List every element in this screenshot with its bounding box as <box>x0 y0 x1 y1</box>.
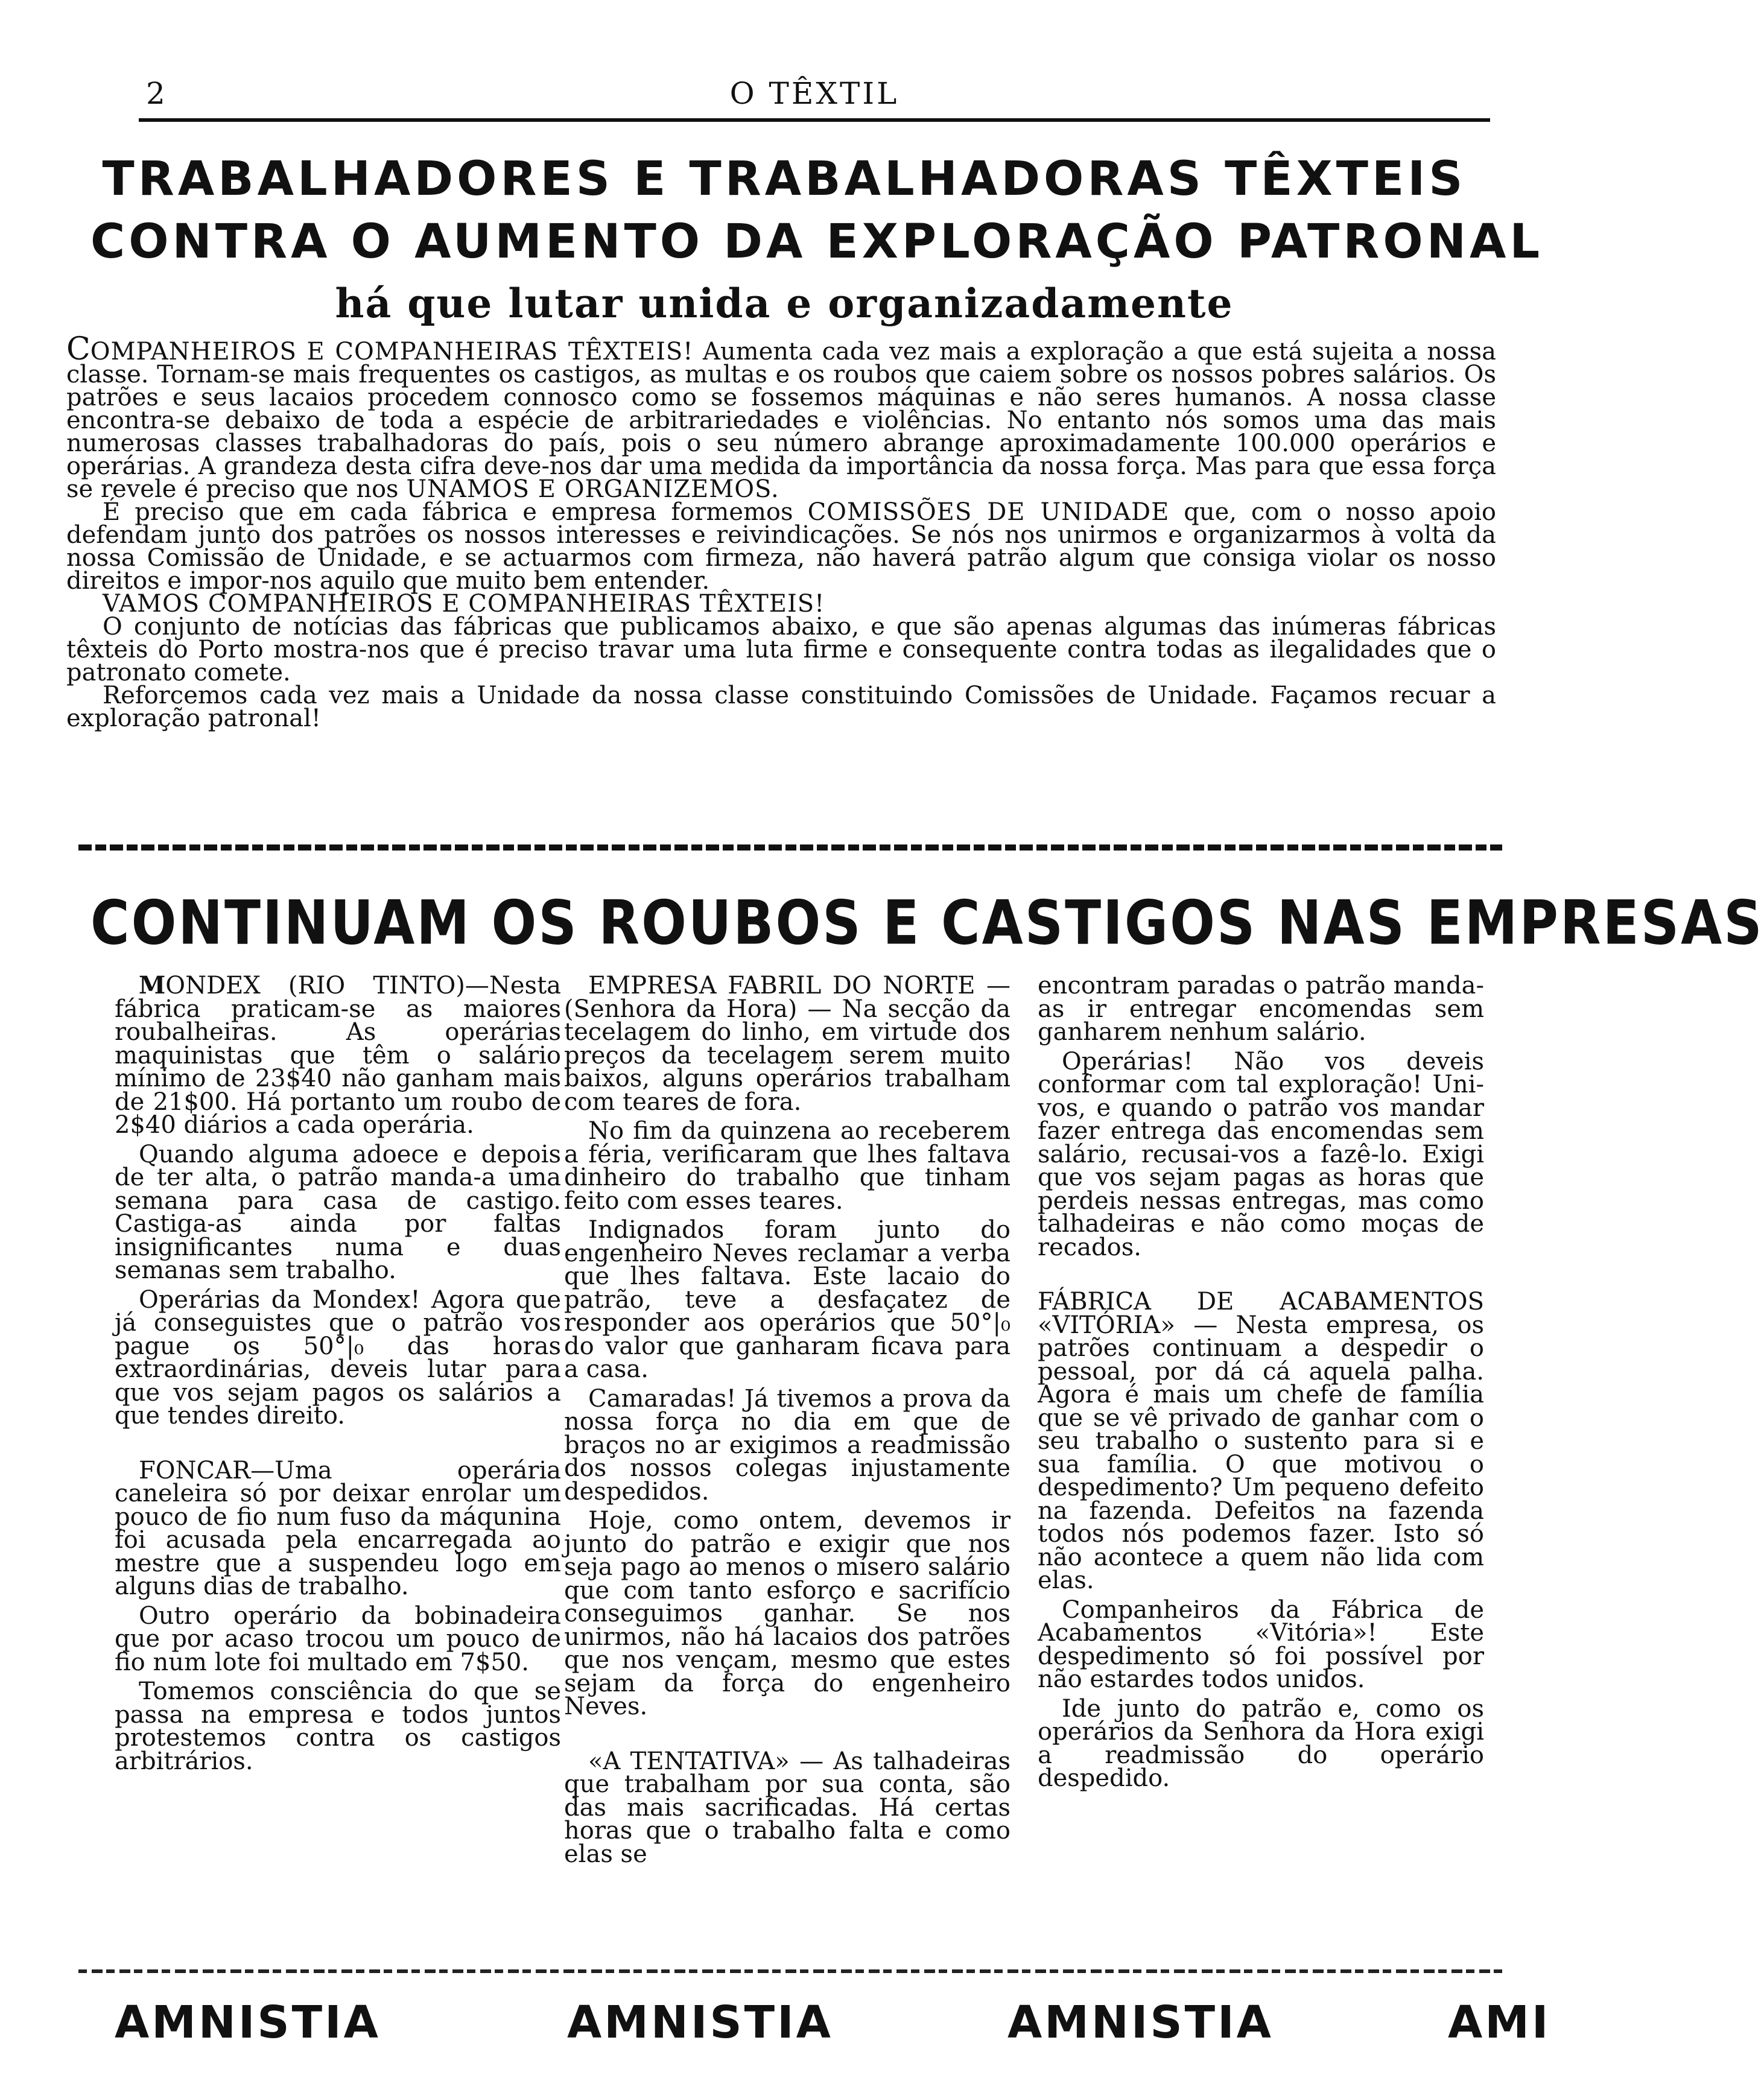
footer-ornamental-rule <box>78 1969 1502 1973</box>
column-3-paragraph: encontram paradas o patrão manda-as ir entregar encomendas sem ganharem nenhum salário. <box>1038 972 1484 1046</box>
column-3 <box>1038 974 1484 1796</box>
column-1-paragraph: FONCAR—Uma operária caneleira só por deixar enrolar um pouco de fio num fuso da máqunina foi acusada pela encarregada ao mestre que a suspendeu logo em alguns dias de trabalho. <box>115 1456 561 1600</box>
intro-paragraph-4: O conjunto de notícias das fábricas que publicamos abaixo, e que são apenas algumas das inúmeras fábricas têxteis do Porto mostra-nos que é preciso travar uma luta firme e consequente contra todas as ilegalidades que o patronato comete. <box>66 613 1496 686</box>
column-2-paragraph: No fim da quinzena ao receberem a féria, verificaram que lhes faltava dinheiro do trabalho que tinham feito com esses teares. <box>564 1117 1010 1215</box>
column-1 <box>115 971 561 1779</box>
column-1-paragraph <box>115 971 561 1139</box>
headline-line-2: CONTRA O AUMENTO DA EXPLORAÇÃO PATRONAL <box>90 215 1544 269</box>
intro-dropcap: C <box>66 331 90 367</box>
column-1-initial: M <box>139 971 166 999</box>
intro-article <box>66 331 1497 732</box>
column-3-paragraph: Ide junto do patrão e, como os operários da Senhora da Hora exigi a readmissão do operário despedido. <box>1038 1694 1484 1792</box>
column-3-paragraph: Operárias! Não vos deveis conformar com tal exploração! Uni-vos, e quando o patrão vos mandar fazer entrega das encomendas sem salário, recusai-vos a fazê-lo. Exigi que vos sejam pagas as horas que perdeis nessas entregas, mas como talhadeiras e não como moças de recados. <box>1038 1047 1484 1261</box>
amnistia-banner-text: AMNISTIA <box>115 1997 381 2048</box>
intro-commissions: COMISSÕES DE UNIDADE <box>807 498 1170 526</box>
amnistia-banner-text: AMI <box>1448 1997 1551 2048</box>
column-1-paragraph: Quando alguma adoece e depois de ter alta, o patrão manda-a uma semana para casa de castigo. Castiga-as ainda por faltas insignificantes numa e duas semanas sem trabalho. <box>115 1140 561 1284</box>
column-2-paragraph: «A TENTATIVA» — As talhadeiras que trabalham por sua conta, são das mais sacrificadas. Há certas horas que o trabalho falta e como elas se <box>564 1747 1010 1868</box>
news-columns <box>90 971 1508 1951</box>
headline-line-1: TRABALHADORES E TRABALHADORAS TÊXTEIS <box>102 152 1467 206</box>
amnistia-banner-text: AMNISTIA <box>1007 1997 1274 2048</box>
header-rule <box>139 118 1490 122</box>
column-1-paragraph: Operárias da Mondex! Agora que já conseguistes que o patrão vos pague os 50°|₀ das horas extraordinárias, deveis lutar para que vos sejam pagos os salários a que tendes direito. <box>115 1285 561 1430</box>
column-2 <box>564 974 1010 1872</box>
intro-paragraph-5: Reforcemos cada vez mais a Unidade da nossa classe constituindo Comissões de Unidade. Façamos recuar a exploração patronal! <box>66 682 1496 732</box>
column-1-paragraph: Outro operário da bobinadeira que por acaso trocou um pouco de fio num lote foi multado em 7$50. <box>115 1601 561 1676</box>
column-2-paragraph: Hoje, como ontem, devemos ir junto do patrão e exigir que nos seja pago ao menos o mísero salário que com tanto esforço e sacrifício conseguimos ganhar. Se nos unirmos, não há lacaios dos patrões que nos vençam, mesmo que estes sejam da força do engenheiro Neves. <box>564 1507 1010 1720</box>
intro-call: UNAMOS E ORGANIZEMOS. <box>406 475 779 503</box>
intro-paragraph-3: VAMOS COMPANHEIROS E COMPANHEIRAS TÊXTEIS! <box>103 590 825 618</box>
section-headline: CONTINUAM OS ROUBOS E CASTIGOS NAS EMPRESAS <box>90 887 1764 958</box>
intro-text-2b: que, com o nosso apoio defendam junto dos patrões os nossos interesses e reivindicações. Se nós nos unirmos e organizarmos à volta da nossa Comissão de Unidade, e se actuarmos com firmeza, não haverá patrão algum que consiga violar os nosso direitos e impor-nos aquilo que muito bem entender. <box>66 498 1497 595</box>
intro-paragraph-2 <box>66 498 1497 595</box>
footer-banner <box>60 1997 1551 2057</box>
intro-paragraph-1 <box>66 331 1496 503</box>
column-3-paragraph: Companheiros da Fábrica de Acabamentos «Vitória»! Este despedimento só foi possível por não estardes todos unidos. <box>1038 1595 1484 1693</box>
intro-text: Aumenta cada vez mais a exploração a que está sujeita a nossa classe. Tornam-se mais frequentes os castigos, as multas e os roubos que caiem sobre os nossos pobres salários. Os patrões e seus lacaios procedem connosco como se fossemos máquinas e não seres humanos. A nossa classe encontra-se debaixo de toda a espécie de arbitrariedades e violências. No entanto nós somos uma das mais numerosas classes trabalhadoras do país, pois o seu número abrange aproximadamente 100.000 operários e operárias. A grandeza desta cifra deve-nos dar uma medida da importância da nossa força. Mas para que essa força se revele é preciso que nos <box>66 338 1496 503</box>
column-3-paragraph: FÁBRICA DE ACABAMENTOS «VITÓRIA» — Nesta empresa, os patrões continuam a despedir o pessoal, por dá cá aquela palha. Agora é mais um chefe de família que se vê privado de ganhar com o seu trabalho o sustento para si e sua família. O que motivou o despedimento? Um pequeno defeito na fazenda. Defeitos na fazenda todos nós podemos fazer. Isto só não acontece a quem não lida com elas. <box>1038 1288 1484 1594</box>
column-2-paragraph: EMPRESA FABRIL DO NORTE — (Senhora da Hora) — Na secção da tecelagem do linho, em virtude dos preços da tecelagem serem muito baixos, alguns operários trabalham com teares de fora. <box>564 972 1010 1116</box>
journal-title: O TÊXTIL <box>729 76 899 111</box>
column-2-paragraph: Indignados foram junto do engenheiro Neves reclamar a verba que lhes faltava. Este lacaio do patrão, teve a desfaçatez de responder aos operários que 50°|₀ do valor que ganharam ficava para a casa. <box>564 1216 1010 1383</box>
amnistia-banner-text: AMNISTIA <box>567 1997 833 2048</box>
column-1-text: ONDEX (RIO TINTO)—Nesta fábrica praticam-se as maiores roubalheiras. As operárias maquinistas que têm o salário mínimo de 23$40 não ganham mais de 21$00. Há portanto um roubo de 2$40 diários a cada operária. <box>115 972 561 1139</box>
column-1-paragraph: Tomemos consciência do que se passa na empresa e todos juntos protestemos contra os castigos arbitrários. <box>115 1677 561 1775</box>
ornamental-rule <box>78 844 1502 851</box>
page-number: 2 <box>146 76 165 111</box>
running-head <box>139 71 1490 119</box>
column-2-paragraph: Camaradas! Já tivemos a prova da nossa força no dia em que de braços no ar exigimos a readmissão dos nossos colegas injustamente despedidos. <box>564 1384 1010 1506</box>
intro-salutation: OMPANHEIROS E COMPANHEIRAS TÊXTEIS! <box>90 338 694 366</box>
intro-text-2a: É preciso que em cada fábrica e empresa formemos <box>103 498 808 526</box>
main-headline <box>90 148 1544 334</box>
headline-subtitle: há que lutar unida e organizadamente <box>335 280 1234 327</box>
